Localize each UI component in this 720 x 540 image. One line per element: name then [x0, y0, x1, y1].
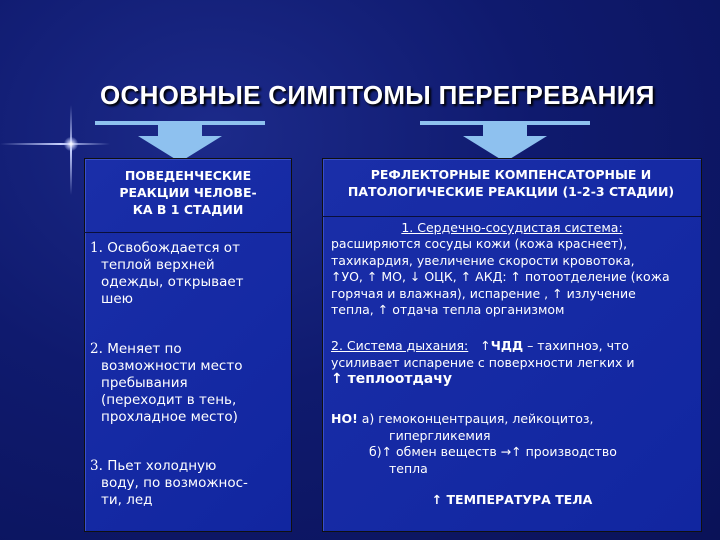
slide-title: ОСНОВНЫЕ СИМПТОМЫ ПЕРЕГРЕВАНИЯ [100, 80, 655, 110]
cardio-section-title: 1. Сердечно-сосудистая система: [401, 220, 623, 235]
body-temperature-label: ↑ ТЕМПЕРАТУРА ТЕЛА [431, 492, 593, 507]
respiratory-section: 2. Система дыхания: ↑ЧДД – тахипноэ, что усиливает испарение с поверхности легких и ↑ теплоотдачу [331, 338, 635, 387]
behavior-item-2: 2. Меняет по возможности место пребывания (переходит в тень, прохладное место) [90, 341, 243, 425]
behavior-item-3: 3. Пьет холодную воду, по возможнос- ти, лед [90, 458, 248, 508]
behavior-item-1: 1. Освобождается от теплой верхней одежды, открывает шею [90, 240, 244, 307]
arrow-up-icon: ↑ [480, 338, 491, 353]
left-header-divider [84, 232, 291, 233]
cardio-section-body: расширяются сосуды кожи (кожа краснеет), тахикардия, увеличение скорости кровотока, ↑УО, ↑ МО, ↓ ОЦК, ↑ АКД: ↑ потоотделение (кожа горячая и влажная), испарение , ↑ излучение тепла, ↑ отдача тепла организмом [331, 236, 670, 317]
respiratory-section-title: 2. Система дыхания: [331, 338, 469, 353]
decorative-sparkle-star [64, 137, 78, 151]
reflex-header: РЕФЛЕКТОРНЫЕ КОМПЕНСАТОРНЫЕ И ПАТОЛОГИЧЕСКИЕ РЕАКЦИИ (1-2-3 СТАДИИ) [347, 167, 675, 199]
however-section: НО! а) гемоконцентрация, лейкоцитоз, гипергликемия б)↑ обмен веществ →↑ производство тепла [331, 411, 617, 476]
behavioral-header: ПОВЕДЕНЧЕСКИЕ РЕАКЦИИ ЧЕЛОВЕ- КА В 1 СТАДИИ [119, 168, 257, 217]
right-header-divider [322, 216, 701, 217]
